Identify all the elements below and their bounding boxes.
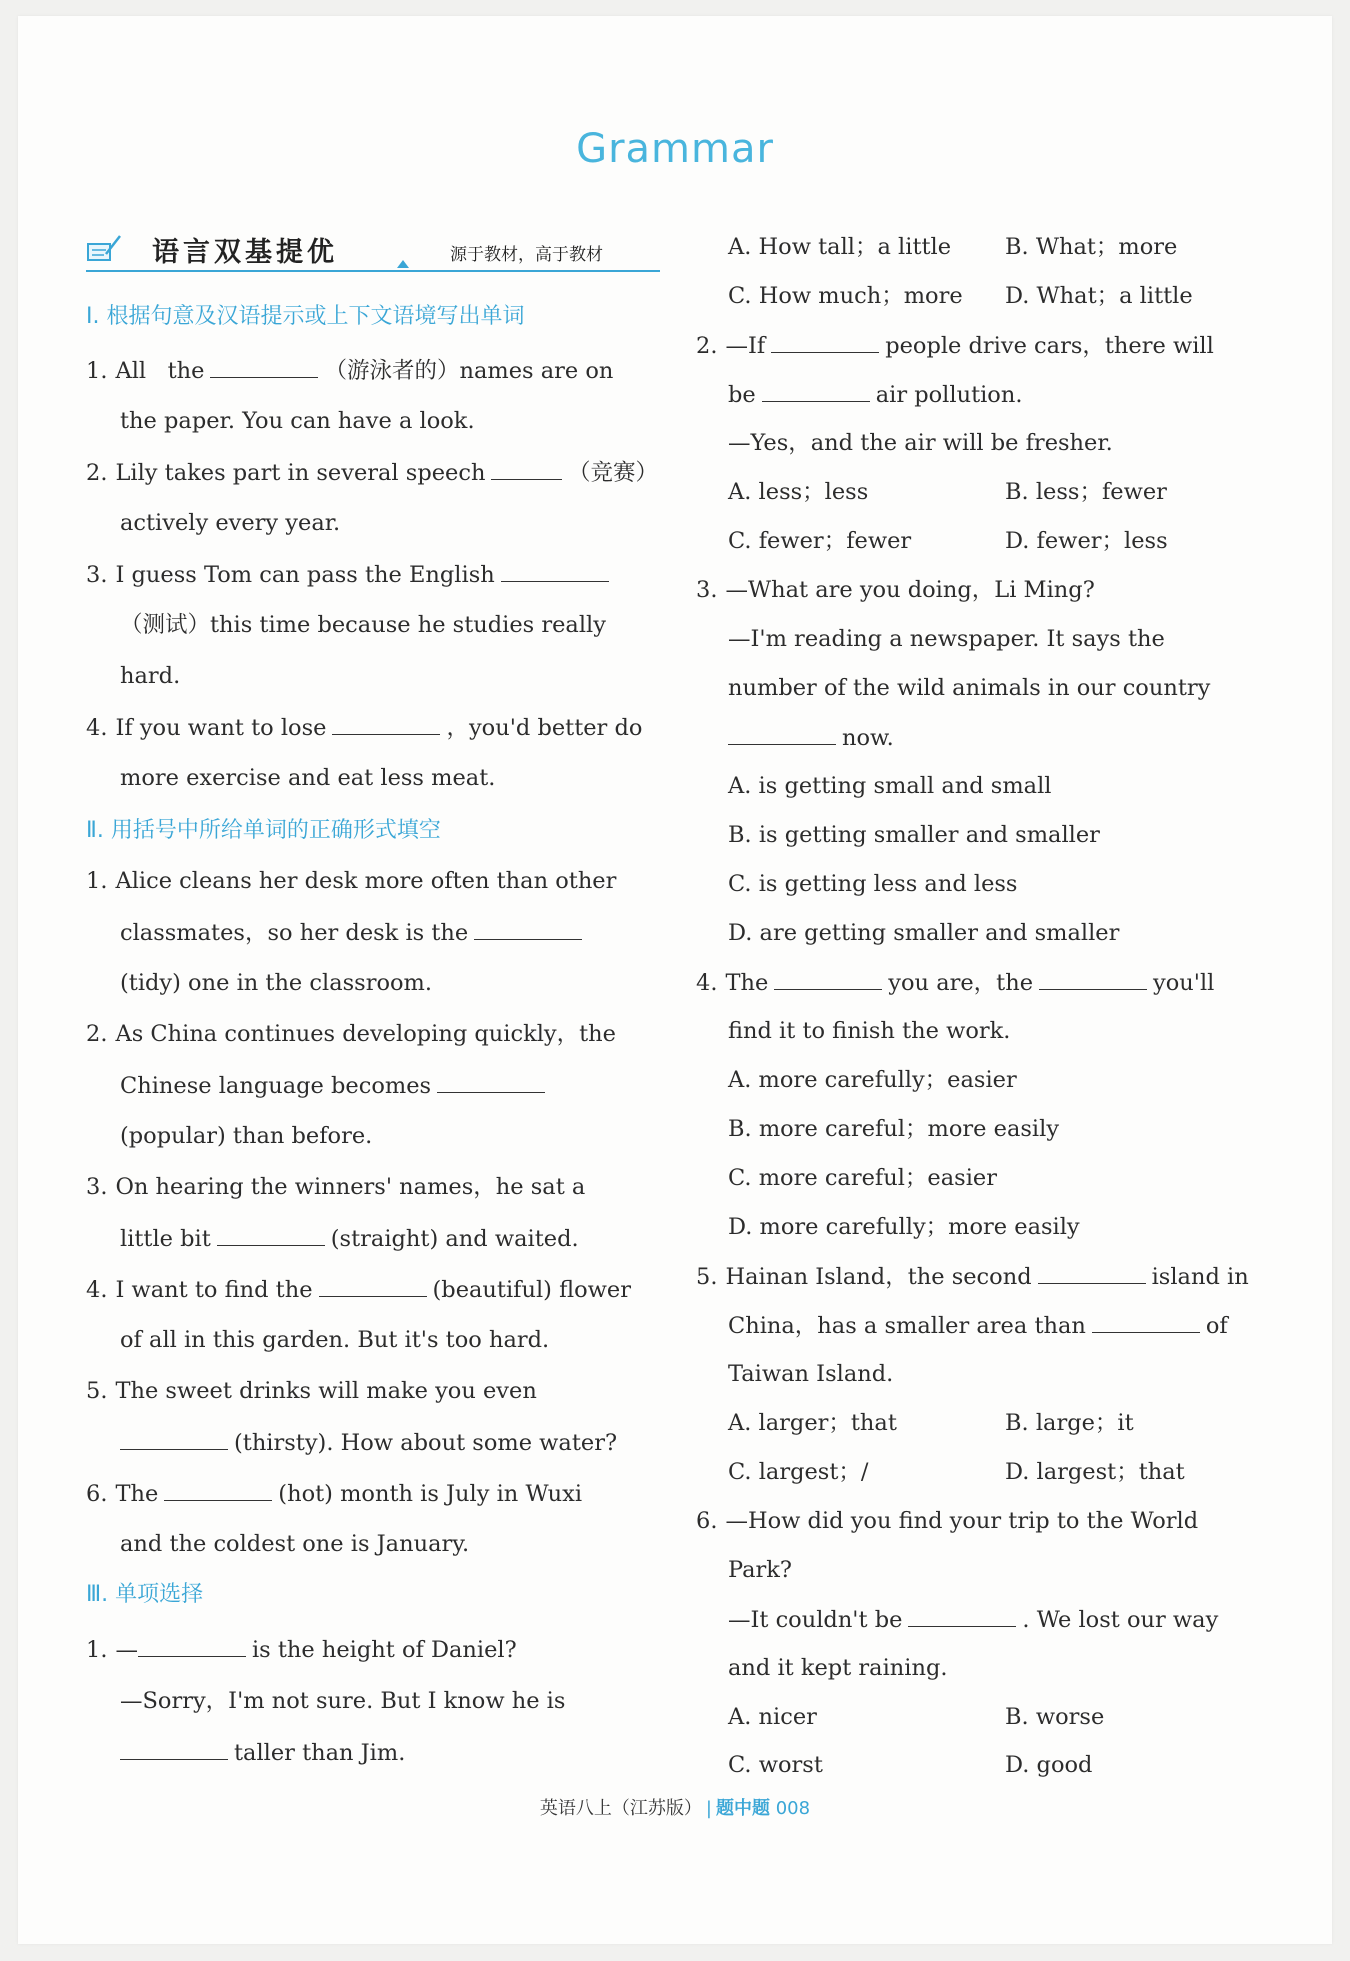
answer-blank[interactable] [319,1274,427,1297]
s3-q3-line3: number of the wild animals in our country [728,675,1211,701]
question-number: 2. [86,460,108,486]
text: little bit [120,1226,211,1252]
brand-name: 题中题 [715,1798,770,1819]
s1-q1-line1 [86,355,658,386]
s2-q2-line2 [120,1070,658,1101]
s3-q4-line2: find it to finish the work. [728,1018,1011,1044]
text: the [167,358,205,384]
text: Hainan Island，the second [725,1264,1032,1290]
option-b[interactable]: B. What；more [1005,234,1178,260]
question-number: 5. [696,1264,718,1290]
text: As China continues developing quickly，the [115,1021,616,1047]
question-number: 1. [86,1637,108,1663]
answer-blank[interactable] [120,1427,228,1450]
answer-blank[interactable] [774,967,882,990]
s2-q1-line3: (tidy) one in the classroom. [120,970,433,996]
option-b[interactable]: B. more careful；more easily [728,1116,1060,1142]
question-number: 1. [86,868,108,894]
text: All [115,358,147,384]
option-a[interactable]: A. How tall；a little [728,234,952,260]
footer-separator: | [705,1798,712,1819]
option-d[interactable]: D. more carefully；more easily [728,1214,1080,1240]
notebook-pen-icon [86,234,122,264]
question-number: 3. [86,1174,108,1200]
answer-blank[interactable] [501,559,609,582]
text: —How did you find your trip to the World [725,1508,1199,1534]
text: (straight) and waited. [330,1226,579,1252]
text: —What are you doing，Li Ming? [725,577,1095,603]
s3-q2-line3: —Yes，and the air will be fresher. [728,430,1113,456]
s3-q6-line3 [728,1604,1300,1635]
option-c[interactable]: C. largest；/ [728,1459,869,1485]
answer-blank[interactable] [771,330,879,353]
answer-blank[interactable] [217,1223,325,1246]
s3-q1-line3 [120,1737,658,1768]
s1-q4-line2: more exercise and eat less meat. [120,765,496,791]
question-number: 1. [86,358,108,384]
answer-blank[interactable] [164,1478,272,1501]
question-number: 5. [86,1378,108,1404]
question-number: 2. [696,333,718,359]
section-1-heading: Ⅰ. 根据句意及汉语提示或上下文语境写出单词 [86,304,525,329]
text: —It couldn't be [728,1607,903,1633]
s2-q3-line1 [86,1172,658,1202]
question-number: 4. [86,1277,108,1303]
option-a[interactable]: A. nicer [728,1704,817,1730]
question-number: 4. [696,970,718,996]
question-number: 3. [86,562,108,588]
option-a[interactable]: A. larger；that [728,1410,897,1436]
option-a[interactable]: A. more carefully；easier [728,1067,1017,1093]
s3-q1-line2: —Sorry，I'm not sure. But I know he is [120,1688,566,1714]
answer-blank[interactable] [491,457,562,480]
answer-blank[interactable] [437,1070,545,1093]
question-number: 6. [696,1508,718,1534]
option-c[interactable]: C. is getting less and less [728,871,1018,897]
s3-q2-line1 [696,330,1268,361]
answer-blank[interactable] [762,379,870,402]
page-footer [0,1794,1350,1820]
option-d[interactable]: D. fewer；less [1005,528,1168,554]
s3-q2-line2 [728,379,1266,410]
question-number: 4. [86,715,108,741]
text: (thirsty). How about some water? [234,1430,618,1456]
text: Alice cleans her desk more often than other [115,868,617,894]
s1-q2-line1 [86,457,658,488]
text: The sweet drinks will make you even [115,1378,537,1404]
text: people drive cars，there will [885,333,1214,359]
text: classmates，so her desk is the [120,920,469,946]
text: taller than Jim. [234,1740,406,1766]
s1-q2-line2: actively every year. [120,510,341,536]
option-d[interactable]: D. good [1005,1752,1093,1778]
s2-q4-line2: of all in this garden. But it's too hard. [120,1327,550,1353]
s2-q1-line1 [86,866,658,896]
text: China，has a smaller area than [728,1313,1086,1339]
option-c[interactable]: C. worst [728,1752,823,1778]
text: On hearing the winners' names，he sat a [115,1174,586,1200]
text: The [725,970,769,996]
s3-q3-line1 [696,575,1268,605]
s2-q6-line1 [86,1478,658,1509]
text: I want to find the [115,1277,313,1303]
page-title: Grammar [576,126,774,172]
question-number: 3. [696,577,718,603]
banner-marker [397,260,409,268]
text: （竞赛） [567,460,658,486]
answer-blank[interactable] [120,1737,228,1760]
option-a[interactable]: A. is getting small and small [728,773,1052,799]
section-3-heading: Ⅲ. 单项选择 [86,1582,204,1607]
s2-q2-line1 [86,1019,658,1049]
s2-q4-line1 [86,1274,658,1305]
banner-rule [86,270,660,272]
s3-q5-line2 [728,1310,1300,1341]
text: now. [842,725,894,751]
text: ，you'd better do [446,715,643,741]
text: be [728,382,756,408]
s3-q1-line1 [86,1634,658,1665]
option-b[interactable]: B. large；it [1005,1410,1134,1436]
text: (beautiful) flower [432,1277,631,1303]
option-b[interactable]: B. less；fewer [1005,479,1167,505]
option-d[interactable]: D. are getting smaller and smaller [728,920,1120,946]
text: —If [725,333,766,359]
option-d[interactable]: D. What；a little [1005,283,1193,309]
section-banner [86,228,660,272]
s2-q1-line2 [120,917,658,948]
text: island in [1151,1264,1249,1290]
question-number: 6. [86,1481,108,1507]
text: The [115,1481,159,1507]
answer-blank[interactable] [1039,967,1147,990]
answer-blank[interactable] [1038,1261,1146,1284]
banner-title: 语言双基提优 [152,237,338,268]
text: If you want to lose [115,715,327,741]
option-b[interactable]: B. is getting smaller and smaller [728,822,1100,848]
s3-q6-line2: Park? [728,1557,792,1583]
answer-blank[interactable] [210,355,318,378]
s3-q6-line4: and it kept raining. [728,1655,948,1681]
option-b[interactable]: B. worse [1005,1704,1105,1730]
text: I guess Tom can pass the English [115,562,495,588]
section-2-heading: Ⅱ. 用括号中所给单词的正确形式填空 [86,818,441,843]
option-d[interactable]: D. largest；that [1005,1459,1185,1485]
option-a[interactable]: A. less；less [728,479,869,505]
s2-q5-line1 [86,1376,658,1406]
s3-q5-line1 [696,1261,1268,1292]
s1-q4-line1 [86,712,658,743]
option-c[interactable]: C. more careful；easier [728,1165,997,1191]
answer-blank[interactable] [1092,1310,1200,1333]
text: air pollution. [875,382,1023,408]
answer-blank[interactable] [138,1634,246,1657]
banner-subtitle: 源于教材，高于教材 [450,245,603,265]
s1-q3-line3: hard. [120,663,181,689]
book-title: 英语八上（江苏版） [539,1798,702,1819]
s1-q3-line2: （测试）this time because he studies really [120,612,606,638]
text: is the height of Daniel? [251,1637,517,1663]
text: of [1205,1313,1228,1339]
s1-q1-line2: the paper. You can have a look. [120,408,475,434]
text: — [115,1637,138,1663]
answer-blank[interactable] [332,712,440,735]
s2-q5-line2 [120,1427,658,1458]
question-number: 2. [86,1021,108,1047]
text: you'll [1153,970,1215,996]
text: （游泳者的）names are on [324,358,614,384]
page-number: 008 [775,1798,811,1819]
s3-q5-line3: Taiwan Island. [728,1361,894,1387]
option-c[interactable]: C. How much；more [728,283,963,309]
option-c[interactable]: C. fewer；fewer [728,528,912,554]
answer-blank[interactable] [728,722,836,745]
s1-q3-line1 [86,559,658,590]
s3-q6-line1 [696,1506,1268,1536]
s2-q3-line2 [120,1223,658,1254]
text: Chinese language becomes [120,1073,432,1099]
s3-q3-line2: —I'm reading a newspaper. It says the [728,626,1165,652]
text: (hot) month is July in Wuxi [278,1481,583,1507]
s2-q6-line2: and the coldest one is January. [120,1531,470,1557]
s2-q2-line3: (popular) than before. [120,1123,373,1149]
s3-q3-line4 [728,722,1300,753]
answer-blank[interactable] [908,1604,1016,1627]
text: you are，the [888,970,1034,996]
text: . We lost our way [1022,1607,1219,1633]
text: Lily takes part in several speech [115,460,486,486]
answer-blank[interactable] [474,917,582,940]
s3-q4-line1 [696,967,1268,998]
